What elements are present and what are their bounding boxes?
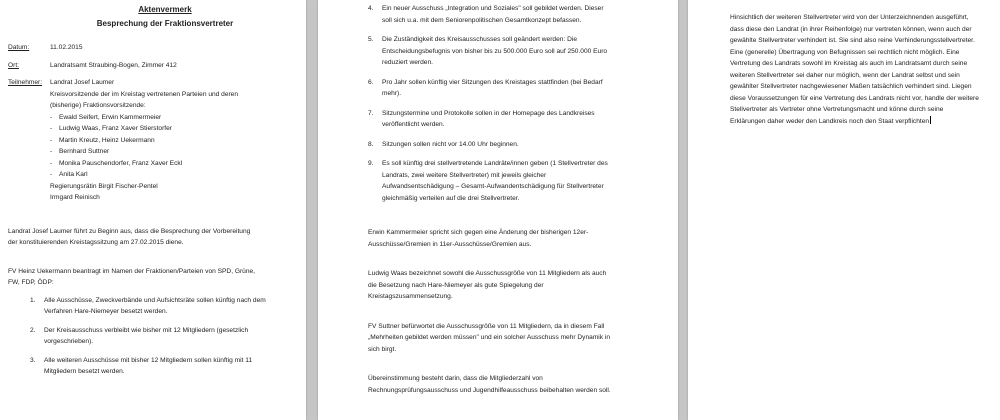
text-line: Kreisvorsitzende der im Kreistag vertretenen Parteien und deren — [50, 90, 239, 98]
paragraph: FV Suttner befürwortet die Ausschussgröße von 11 Mitgliedern, da in diesem Fall „Mehrheiten gebildet werden müssen" und ein solcher Ausschuss mehr Dynamik in sich birgt. — [368, 322, 611, 353]
text-line: Landrat Josef Laumer — [50, 79, 115, 86]
paragraph: FV Heinz Uekermann beantragt im Namen der Fraktionen/Parteien von SPD, Grüne, FW, FDP, ÖDP: — [8, 267, 256, 286]
list-item: 5. Die Zuständigkeit des Kreisausschusses soll geändert werden: Die Entscheidungsbefugnis von bisher bis zu 500.000 Euro soll auf 250.000 Euro reduziert werden. — [368, 36, 608, 66]
text-line: Irmgard Reinisch — [50, 194, 100, 201]
list-item: - Bernhard Suttner — [50, 148, 110, 155]
document-page-1[interactable] — [0, 0, 306, 420]
page-title: Aktenvermerk — [138, 5, 192, 14]
page-subtitle: Besprechung der Fraktionsvertreter — [96, 19, 234, 28]
teilnehmer-list — [50, 112, 238, 181]
list-item: 4. Ein neuer Ausschuss „Integration und Soziales" soll gebildet werden. Dieser soll sich u.a. mit dem Seniorenpolitischen Gesamtkonzept befassen. — [368, 5, 604, 24]
numbered-list — [30, 295, 298, 378]
list-item: 7. Sitzungstermine und Protokolle sollen in der Homepage des Landkreises veröffentlicht werden. — [368, 109, 595, 128]
text-line: (bisherige) Fraktionsvorsitzende: — [50, 102, 146, 109]
list-item: 3. Alle weiteren Ausschüsse mit bisher 12 Mitgliedern sollen künftig mit 11 Mitgliedern besetzt werden. — [30, 356, 253, 375]
numbered-list — [368, 3, 673, 204]
teilnehmer-label: Teilnehmer: — [8, 79, 43, 86]
list-item: - Martin Kreutz, Heinz Uekermann — [50, 136, 155, 144]
list-item: 6. Pro Jahr sollen künftig vier Sitzungen des Kreistages stattfinden (bei Bedarf mehr). — [368, 78, 603, 97]
list-item: 1. Alle Ausschüsse, Zweckverbände und Aufsichtsräte sollen künftig nach dem Verfahren Hare-Niemeyer besetzt werden. — [30, 296, 266, 315]
list-item: - Anita Karl — [50, 171, 88, 178]
list-item: - Ludwig Waas, Franz Xaver Stierstorfer — [50, 125, 172, 132]
list-item: - Ewald Seifert, Erwin Kammermeier — [50, 113, 162, 121]
document-page-2[interactable] — [318, 0, 678, 420]
text-line: Regierungsrätin Birgit Fischer-Pentel — [50, 182, 158, 190]
paragraph: Erwin Kammermeier spricht sich gegen eine Änderung der bisherigen 12er- Ausschüsse/Gremien in 11er-Ausschüsse/Gremien aus. — [368, 229, 589, 248]
list-item: 2. Der Kreisausschuss verbleibt wie bisher mit 12 Mitgliedern (gesetzlich vorgeschrieben). — [30, 326, 249, 345]
teilnehmer-block — [50, 77, 238, 204]
datum-value: 11.02.2015 — [50, 44, 83, 51]
paragraph: Übereinstimmung besteht darin, dass die Mitgliederzahl von Rechnungsprüfungsausschuss und Jugendhilfeausschuss beibehalten werden soll. — [368, 375, 611, 394]
ort-value: Landratsamt Straubing-Bogen, Zimmer 412 — [50, 61, 177, 69]
ort-label: Ort: — [8, 61, 19, 69]
text-cursor — [930, 116, 931, 124]
document-page-3[interactable] — [688, 0, 1000, 420]
list-item: 9. Es soll künftig drei stellvertretende Landräte/innen geben (1 Stellvertreter des Landrats, zwei weitere Stellvertreter) mit jeweils gleicher Aufwandsentschädigung – Gesamt-Aufwandentschädigung für Stellvertreter gleichmäßig verteilen auf die drei Stellvertreter. — [368, 160, 608, 202]
list-item: - Monika Pauschendorfer, Franz Xaver Eckl — [50, 159, 183, 167]
paragraph[interactable]: Hinsichtlich der weiteren Stellvertreter wird von der Unterzeichnenden ausgeführt, dass diese den Landrat (in ihrer Reihenfolge) nur vertreten können, wenn auch der gewählte Stellvertreter verhindert ist. Sie sind also reine Verhinderungsstellvertreter. Eine (generelle) Übertragung von Befugnissen sei rechtlich nicht möglich. Eine Vertretung des Landrats sowohl im Kreistag als auch im Landratsamt durch seine weiteren Stellvertreter sei daher nur möglich, wenn der Landrat selbst und sein gewählter Stellvertreter nachgewiesener Maßen tatsächlich verhindert sind. Liegen diese Voraussetzungen für eine Vertretung des Landrats nicht vor, handle der weitere Stellvertreter als Vertreter ohne Vertretungsmacht und könne durch seine Erklärungen daher weder den Landkreis noch den Staat verpflichten — [730, 14, 979, 125]
list-item: 8. Sitzungen sollen nicht vor 14.00 Uhr beginnen. — [368, 140, 519, 148]
datum-label: Datum: — [8, 44, 30, 51]
paragraph: Ludwig Waas bezeichnet sowohl die Ausschussgröße von 11 Mitgliedern als auch die Besetzung nach Hare-Niemeyer als gute Spiegelung der Kreistagszusammensetzung. — [368, 270, 607, 300]
paragraph: Landrat Josef Laumer führt zu Beginn aus, dass die Besprechung der Vorbereitung der konstituierenden Kreistagssitzung am 27.02.2015 diene. — [8, 227, 251, 246]
